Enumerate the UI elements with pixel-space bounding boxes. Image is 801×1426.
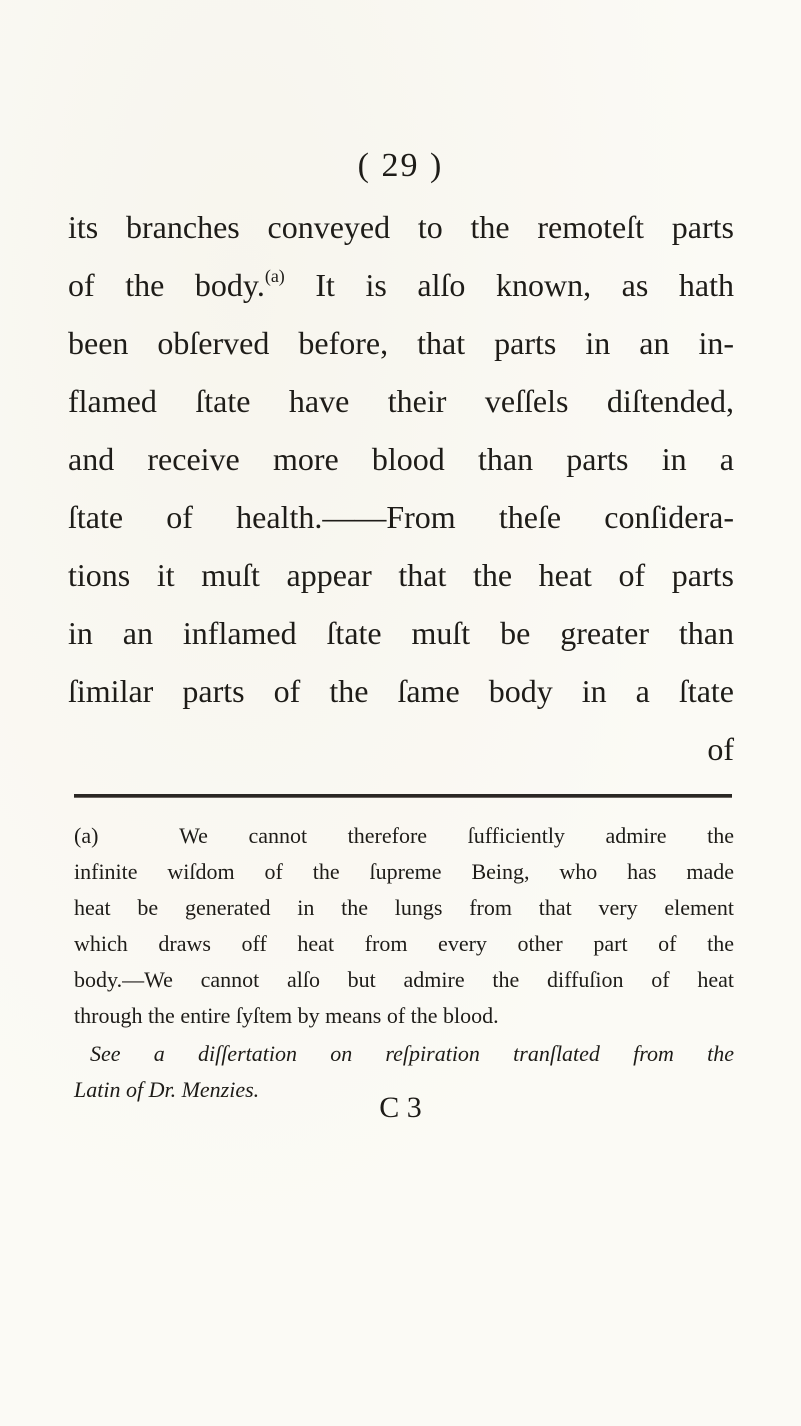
signature-mark: C 3 — [379, 1091, 422, 1124]
footnote — [74, 818, 734, 1108]
text-line: been obſerved before, that parts in an in- — [68, 325, 734, 361]
footnote-text: We cannot therefore ſufficiently admire the — [179, 823, 734, 848]
text-line: its branches conveyed to the remoteſt parts — [68, 209, 734, 245]
text-line: and receive more blood than parts in a — [68, 441, 734, 477]
text-line: ſtate of health.——From theſe conſidera- — [68, 499, 734, 535]
footnote-marker: (a) — [74, 823, 99, 848]
footnote-line: body.—We cannot alſo but admire the diffuſion of heat — [74, 967, 734, 992]
text-fragment: It is alſo known, as hath — [315, 267, 735, 303]
page-number: ( 29 ) — [357, 147, 444, 184]
text-line: tions it muſt appear that the heat of parts — [68, 557, 734, 593]
footnote-reference[interactable]: (a) — [264, 266, 285, 286]
catchword: of — [707, 731, 734, 767]
citation-line: See a diſſertation on reſpiration tranſlated from the — [90, 1041, 734, 1066]
citation-line: Latin of Dr. Menzies. — [74, 1077, 260, 1102]
text-line: ſimilar parts of the ſame body in a ſtate — [68, 673, 734, 709]
footnote-line: infinite wiſdom of the ſupreme Being, who has made — [74, 859, 734, 884]
footnote-line: heat be generated in the lungs from that very element — [74, 895, 734, 920]
footnote-line: which draws off heat from every other part of the — [74, 931, 734, 956]
footnote-divider — [74, 794, 732, 798]
text-fragment: of the body. — [68, 267, 265, 303]
text-line — [68, 256, 734, 314]
main-text — [68, 198, 734, 778]
text-line: flamed ſtate have their veſſels diſtended, — [68, 383, 734, 419]
text-line: in an inflamed ſtate muſt be greater than — [68, 615, 734, 651]
footnote-line — [74, 818, 734, 854]
footnote-line: through the entire ſyſtem by means of the blood. — [74, 1003, 499, 1028]
